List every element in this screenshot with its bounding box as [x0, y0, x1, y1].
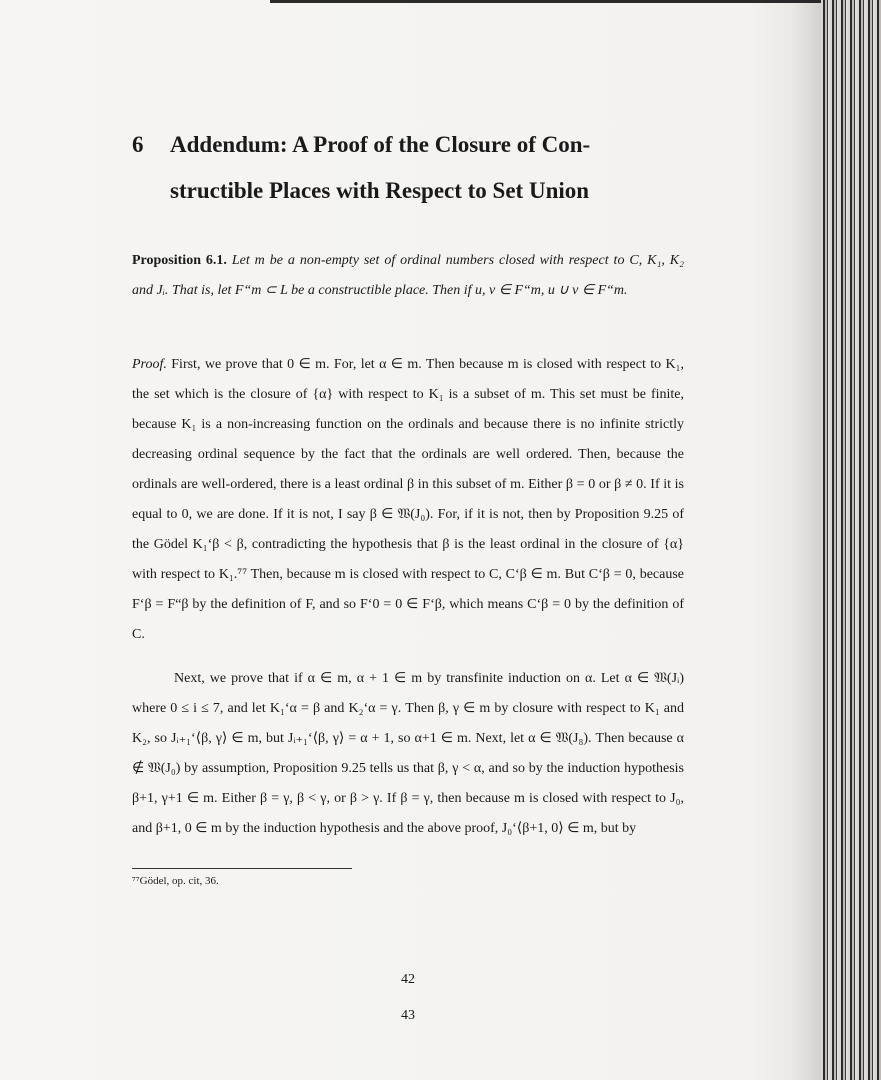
footnote-77: ⁷⁷Gödel, op. cit, 36. [132, 875, 219, 887]
page-gutter-shadow [791, 0, 821, 1080]
proof-label: Proof. [132, 357, 167, 372]
page-number-secondary: 43 [401, 1008, 415, 1023]
page-number-primary: 42 [401, 972, 415, 987]
book-page-edges [821, 0, 881, 1080]
proposition-text: Let m be a non-empty set of ordinal numbers closed with respect to C, K₁, K₂ and Jᵢ. That is, let F“m ⊂ L be a constructible place. Then if u, v ∈ F“m, u ∪ v ∈ F“m. [132, 253, 684, 298]
scan-top-edge [270, 0, 880, 3]
page-content [132, 122, 684, 889]
induction-paragraph: Next, we prove that if α ∈ m, α + 1 ∈ m by transfinite induction on α. Let α ∈ 𝔚(Jᵢ) where 0 ≤ i ≤ 7, and let K₁‘α = β and K₂‘α = γ. Then β, γ ∈ m by closure with respect to K₁ and K₂, so Jᵢ₊₁‘⟨β, γ⟩ ∈ m, but Jᵢ₊₁‘⟨β, γ⟩ = α + 1, so α+1 ∈ m. Next, let α ∈ 𝔚(J₈). Then because α ∉ 𝔚(J₀) by assumption, Proposition 9.25 tells us that β, γ < α, and so by the induction hypothesis β+1, γ+1 ∈ m. Either β = γ, β < γ, or β > γ. If β = γ, then because m is closed with respect to J₀, and β+1, 0 ∈ m by the induction hypothesis and the above proof, J₀‘⟨β+1, 0⟩ ∈ m, but by [132, 671, 684, 836]
proof-paragraph [132, 350, 684, 650]
proposition-label: Proposition 6.1. [132, 253, 227, 268]
proof-text: First, we prove that 0 ∈ m. For, let α ∈ m. Then because m is closed with respect to K₁, the set which is the closure of {α} with respect to K₁ is a subset of m. This set must be finite, because K₁ is a non-increasing function on the ordinals and because there is no infinite strictly decreasing ordinal sequence by the fact that the ordinals are well ordered. Then, because the ordinals are well-ordered, there is a least ordinal β in this subset of m. Either β = 0 or β ≠ 0. If it is equal to 0, we are done. If it is not, I say β ∈ 𝔚(J₀). For, if it is not, then by Proposition 9.25 of the Gödel K₁‘β < β, contradicting the hypothesis that β is the least ordinal in the closure of {α} with respect to K₁.⁷⁷ Then, because m is closed with respect to C, C‘β ∈ m. But C‘β = 0, because F‘β = F“β by the definition of F, and so F‘0 = 0 ∈ F‘β, which means C‘β = 0 by the definition of C. [132, 357, 684, 642]
proposition-6-1 [132, 246, 684, 306]
section-heading [132, 122, 684, 214]
section-number: 6 [132, 132, 144, 157]
section-title-line1: Addendum: A Proof of the Closure of Con- [170, 132, 591, 157]
section-title-line2: structible Places with Respect to Set Union [170, 178, 590, 203]
footnote-separator [132, 868, 352, 869]
